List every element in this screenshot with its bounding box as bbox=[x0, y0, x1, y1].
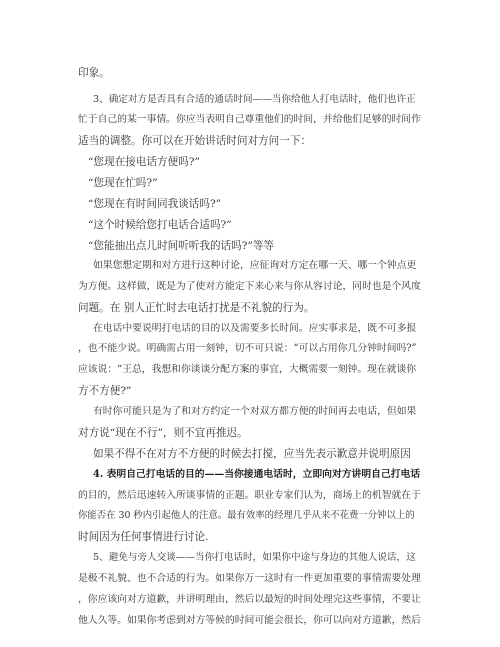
text-line: 在电话中要说明打电话的目的以及需要多长时间。应实事求是，既不可多报 bbox=[93, 323, 417, 334]
text-line: ，你应该向对方道歉，并讲明理由，然后以最短的时间处理完这些事情，不要让 bbox=[78, 594, 421, 605]
text-line: 如果不得不在对方不方便的时候去打搅，应当先表示歉意并说明原因 bbox=[93, 448, 411, 460]
text-line: 为方便。这样做，既是为了使对方能定下来心来与你从容讨论，同时也是个风度 bbox=[78, 281, 421, 292]
text-line: 如果您想定期和对方进行这种讨论，应征询对方定在哪一天、哪一个钟点更 bbox=[93, 260, 417, 271]
text-line: “您现在接电话方便吗?” bbox=[88, 156, 200, 168]
text-line: 你能否在 30 秒内引起他人的注意。最有效率的经理几乎从来不花费一分钟以上的 bbox=[78, 510, 415, 521]
text-line: “您现在有时间同我谈话吗?” bbox=[88, 198, 222, 210]
text-line: 适当的调整。你可以在开始讲话时问对方问一下： bbox=[78, 135, 312, 147]
text-line: 问题。在 别人正忙时去电话打扰是不礼貌的行为。 bbox=[78, 302, 315, 314]
text-line: 应该说：“王总，我想和你谈谈分配方案的事宜，大概需要一刻钟。现在就谈你 bbox=[78, 364, 417, 375]
text-line: “这个时候给您打电话合适吗?” bbox=[88, 219, 232, 231]
text-line: 忙于自己的某一事情。你应当表明自己尊重他们的时间，并给他们足够的时间作 bbox=[78, 114, 421, 125]
text-line: 时间因为任何事情进行讨论. bbox=[78, 531, 209, 543]
text-line: 4. 表明自己打电话的目的——当你接通电话时，立即向对方讲明自己打电话 bbox=[93, 469, 421, 480]
text-line: ，也不能少说。明确需占用一刻钟，切不可只说：“可以占用你几分钟时间吗?” bbox=[78, 343, 417, 354]
text-line: 3、确定对方是否具有合适的通话时间——当你给他人打电话时，他们也许正 bbox=[93, 94, 416, 105]
text-line: 对方说“现在不行”，则不宜再推迟。 bbox=[78, 427, 248, 439]
text-line: “您能抽出点儿时间听听我的话吗?”等等 bbox=[88, 240, 275, 252]
text-line: 是极不礼貌、也不合适的行为。如果你万一这时有一件更加重要的事情需要处理 bbox=[78, 573, 421, 584]
text-line: 5、避免与旁人交谈——当你打电话时，如果你中途与身边的其他人说话，这 bbox=[93, 552, 416, 563]
text-line: “您现在忙吗?” bbox=[88, 177, 158, 189]
text-line: 方不方便?” bbox=[78, 385, 132, 397]
text-line: 他人久等。如果你考虑到对方等候的时间可能会很长，你可以向对方道歉，然后 bbox=[78, 615, 421, 626]
text-line: 印象。 bbox=[78, 67, 110, 79]
text-line: 有时你可能只是为了和对方约定一个对双方都方便的时间再去电话，但如果 bbox=[93, 406, 417, 417]
text-line: 的目的，然后迅速转入所谈事情的正题。职业专家们认为，商场上的机智就在于 bbox=[78, 490, 421, 501]
